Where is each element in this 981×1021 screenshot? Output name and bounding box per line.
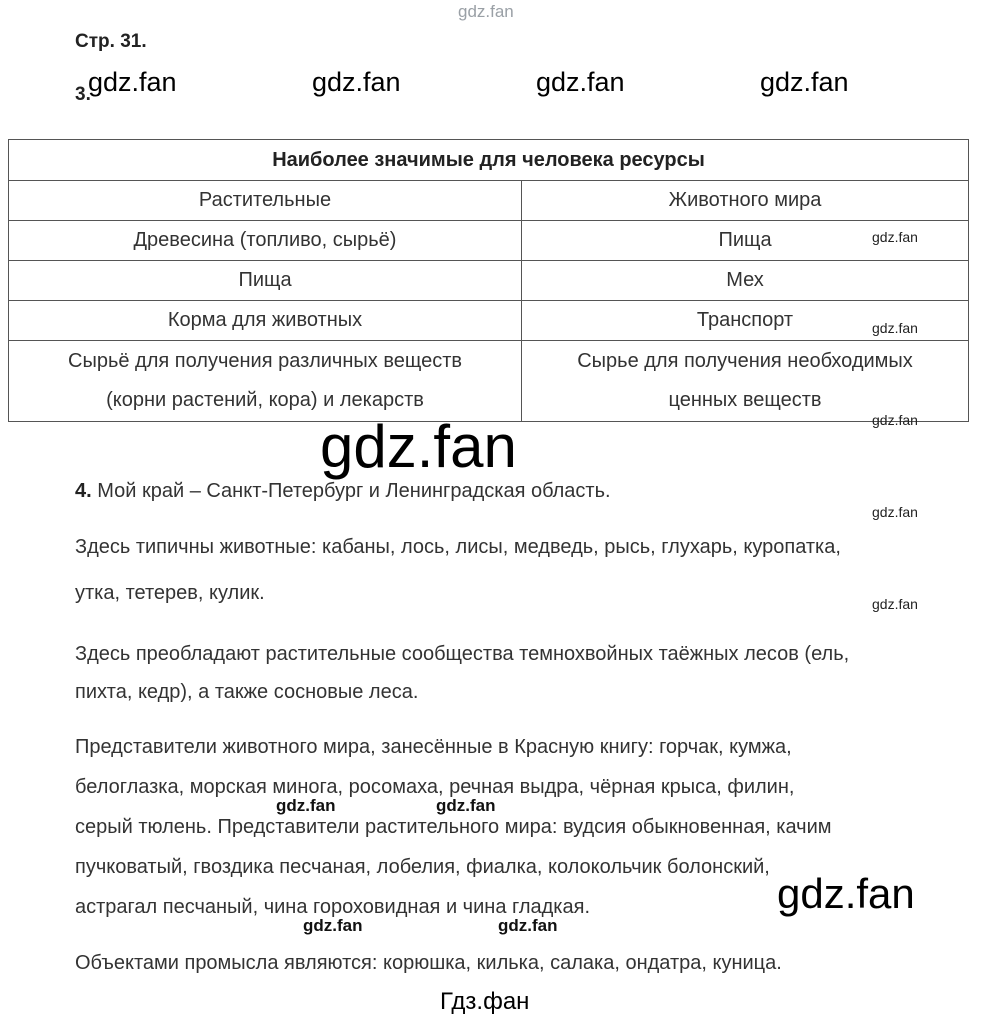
resources-table xyxy=(8,139,969,422)
watermark-mid: gdz.fan xyxy=(436,796,496,815)
page-reference: Стр. 31. xyxy=(75,31,147,52)
task-4-intro xyxy=(75,480,611,503)
column-header-plants: Растительные xyxy=(9,181,522,221)
watermark-small: gdz.fan xyxy=(872,412,918,428)
table-title-row xyxy=(9,140,969,181)
red-book-line-3: серый тюлень. Представители растительного мира: вудсия обыкновенная, качим xyxy=(75,816,832,838)
task-3-number: 3. xyxy=(75,84,91,105)
watermark-header-1: gdz.fan xyxy=(88,67,177,97)
watermark-big: gdz.fan xyxy=(320,413,517,480)
table-header-row xyxy=(9,181,969,221)
column-header-animals: Животного мира xyxy=(522,181,969,221)
table-cell xyxy=(9,341,522,422)
animals-line-2: утка, тетерев, кулик. xyxy=(75,582,265,604)
watermark-top: gdz.fan xyxy=(458,2,514,21)
table-cell: Мех xyxy=(522,261,969,301)
table-cell-line: (корни растений, кора) и лекарств xyxy=(106,389,424,411)
table-row xyxy=(9,221,969,261)
watermark-header-4: gdz.fan xyxy=(760,67,849,97)
watermark-mid: gdz.fan xyxy=(303,916,363,935)
fishing-line: Объектами промысла являются: корюшка, килька, салака, ондатра, куница. xyxy=(75,952,782,974)
watermark-header-2: gdz.fan xyxy=(312,67,401,97)
table-cell-line: Сырье для получения необходимых xyxy=(577,350,913,372)
watermark-small: gdz.fan xyxy=(872,229,918,245)
table-cell-line: ценных веществ xyxy=(668,389,822,411)
task-4-intro-text: Мой край – Санкт-Петербург и Ленинградская область. xyxy=(97,480,611,502)
watermark-small: gdz.fan xyxy=(872,320,918,336)
table-cell: Пища xyxy=(9,261,522,301)
watermark-large: gdz.fan xyxy=(777,870,915,917)
table-cell: Пища xyxy=(522,221,969,261)
table-cell-line: Сырьё для получения различных веществ xyxy=(68,350,462,372)
footer-watermark: Гдз.фан xyxy=(440,988,530,1015)
watermark-small: gdz.fan xyxy=(872,596,918,612)
red-book-line-4: пучковатый, гвоздика песчаная, лобелия, фиалка, колокольчик болонский, xyxy=(75,856,770,878)
table-row xyxy=(9,341,969,422)
animals-line-1: Здесь типичны животные: кабаны, лось, лисы, медведь, рысь, глухарь, куропатка, xyxy=(75,536,841,558)
watermark-small: gdz.fan xyxy=(872,504,918,520)
table-cell: Транспорт xyxy=(522,301,969,341)
plants-line-2: пихта, кедр), а также сосновые леса. xyxy=(75,681,419,703)
table-cell xyxy=(522,341,969,422)
table-title: Наиболее значимые для человека ресурсы xyxy=(9,140,969,181)
table-cell: Древесина (топливо, сырьё) xyxy=(9,221,522,261)
red-book-line-2: белоглазка, морская минога, росомаха, речная выдра, чёрная крыса, филин, xyxy=(75,776,795,798)
table-cell: Корма для животных xyxy=(9,301,522,341)
red-book-line-1: Представители животного мира, занесённые в Красную книгу: горчак, кумжа, xyxy=(75,736,792,758)
table-row xyxy=(9,261,969,301)
plants-line-1: Здесь преобладают растительные сообщества темнохвойных таёжных лесов (ель, xyxy=(75,643,850,665)
red-book-line-5: астрагал песчаный, чина гороховидная и чина гладкая. xyxy=(75,896,591,918)
watermark-mid: gdz.fan xyxy=(498,916,558,935)
watermark-header-3: gdz.fan xyxy=(536,67,625,97)
watermark-mid: gdz.fan xyxy=(276,796,336,815)
table-row xyxy=(9,301,969,341)
task-4-number: 4. xyxy=(75,480,92,502)
